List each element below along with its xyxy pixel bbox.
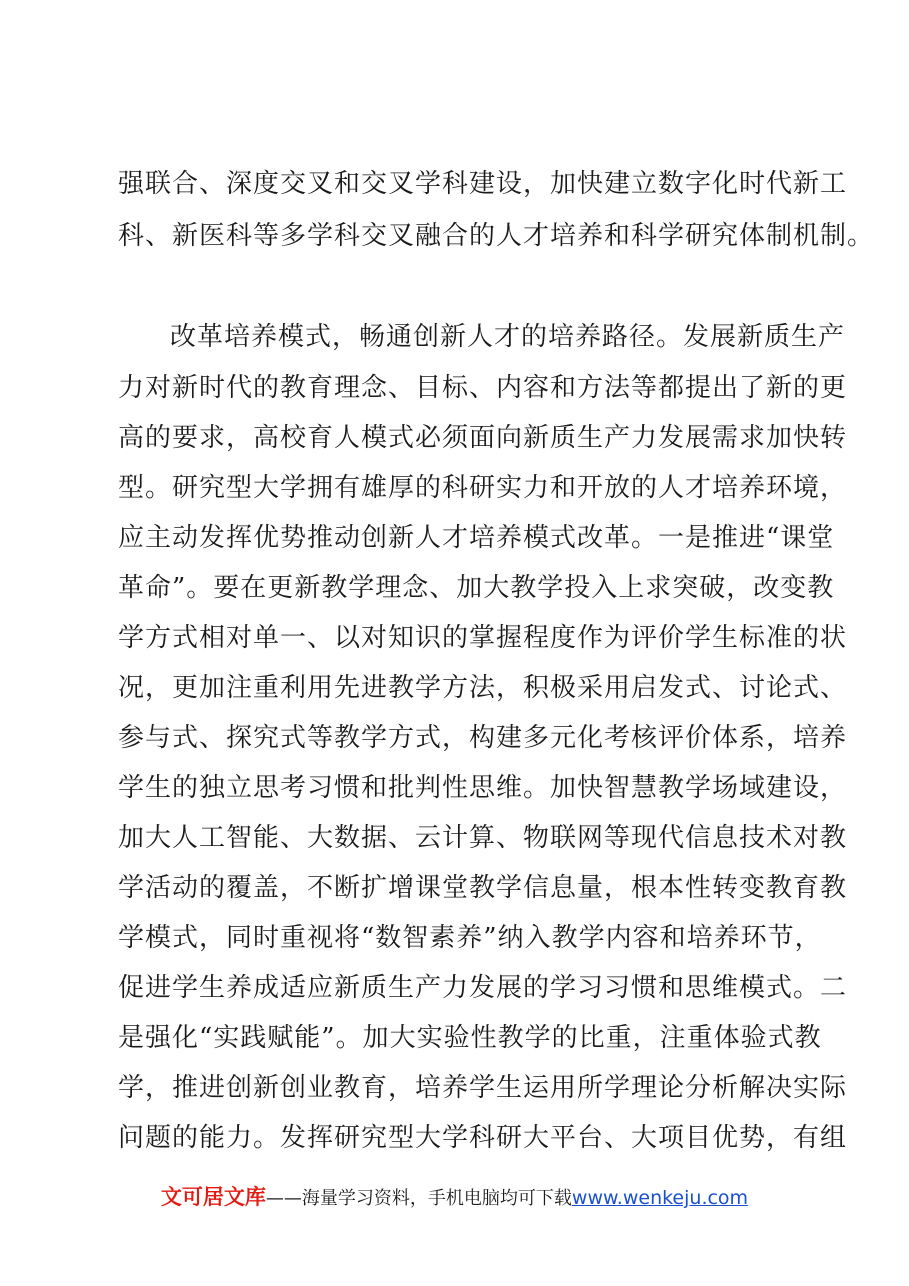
paragraph-2-line: 革命”。要在更新教学理念、加大教学投入上求突破，改变教 bbox=[118, 573, 835, 603]
footer-banner bbox=[0, 1183, 909, 1213]
paragraph-2-line: 促进学生养成适应新质生产力发展的学习习惯和思维模式。二 bbox=[118, 973, 848, 1003]
paragraph-2-line: 况，更加注重利用先进教学方法，积极采用启发式、讨论式、 bbox=[118, 673, 848, 703]
paragraph-2-line: 学活动的覆盖，不断扩增课堂教学信息量，根本性转变教育教 bbox=[118, 873, 848, 903]
paragraph-2-line: 学模式，同时重视将“数智素养”纳入教学内容和培养环节， bbox=[118, 923, 822, 953]
paragraph-2-line: 加大人工智能、大数据、云计算、物联网等现代信息技术对教 bbox=[118, 823, 848, 853]
paragraph-2-line: 问题的能力。发挥研究型大学科研大平台、大项目优势，有组 bbox=[118, 1123, 848, 1153]
footer-url-link[interactable]: www.wenkeju.com bbox=[571, 1187, 749, 1209]
footer-brand[interactable]: 文可居文库 bbox=[160, 1185, 266, 1209]
paragraph-2-line: 应主动发挥优势推动创新人才培养模式改革。一是推进“课堂 bbox=[118, 523, 835, 553]
paragraph-2-line: 学方式相对单一、以对知识的掌握程度作为评价学生标准的状 bbox=[118, 623, 848, 653]
paragraph-2-line: 力对新时代的教育理念、目标、内容和方法等都提出了新的更 bbox=[118, 373, 848, 403]
paragraph-1-line: 强联合、深度交叉和交叉学科建设，加快建立数字化时代新工 bbox=[118, 169, 848, 199]
footer-tagline: ——海量学习资料，手机电脑均可下载 bbox=[265, 1188, 572, 1209]
paragraph-2-line: 学生的独立思考习惯和批判性思维。加快智慧教学场域建设， bbox=[118, 773, 848, 803]
paragraph-1-line: 科、新医科等多学科交叉融合的人才培养和科学研究体制机制。 bbox=[118, 221, 875, 251]
paragraph-2-line: 型。研究型大学拥有雄厚的科研实力和开放的人才培养环境， bbox=[118, 473, 848, 503]
paragraph-2-line: 参与式、探究式等教学方式，构建多元化考核评价体系，培养 bbox=[118, 723, 848, 753]
paragraph-2-line: 改革培养模式，畅通创新人才的培养路径。发展新质生产 bbox=[170, 322, 846, 352]
paragraph-2-line: 是强化“实践赋能”。加大实验性教学的比重，注重体验式教 bbox=[118, 1023, 822, 1053]
paragraph-2-line: 高的要求，高校育人模式必须面向新质生产力发展需求加快转 bbox=[118, 423, 848, 453]
paragraph-2-line: 学，推进创新创业教育，培养学生运用所学理论分析解决实际 bbox=[118, 1073, 848, 1103]
